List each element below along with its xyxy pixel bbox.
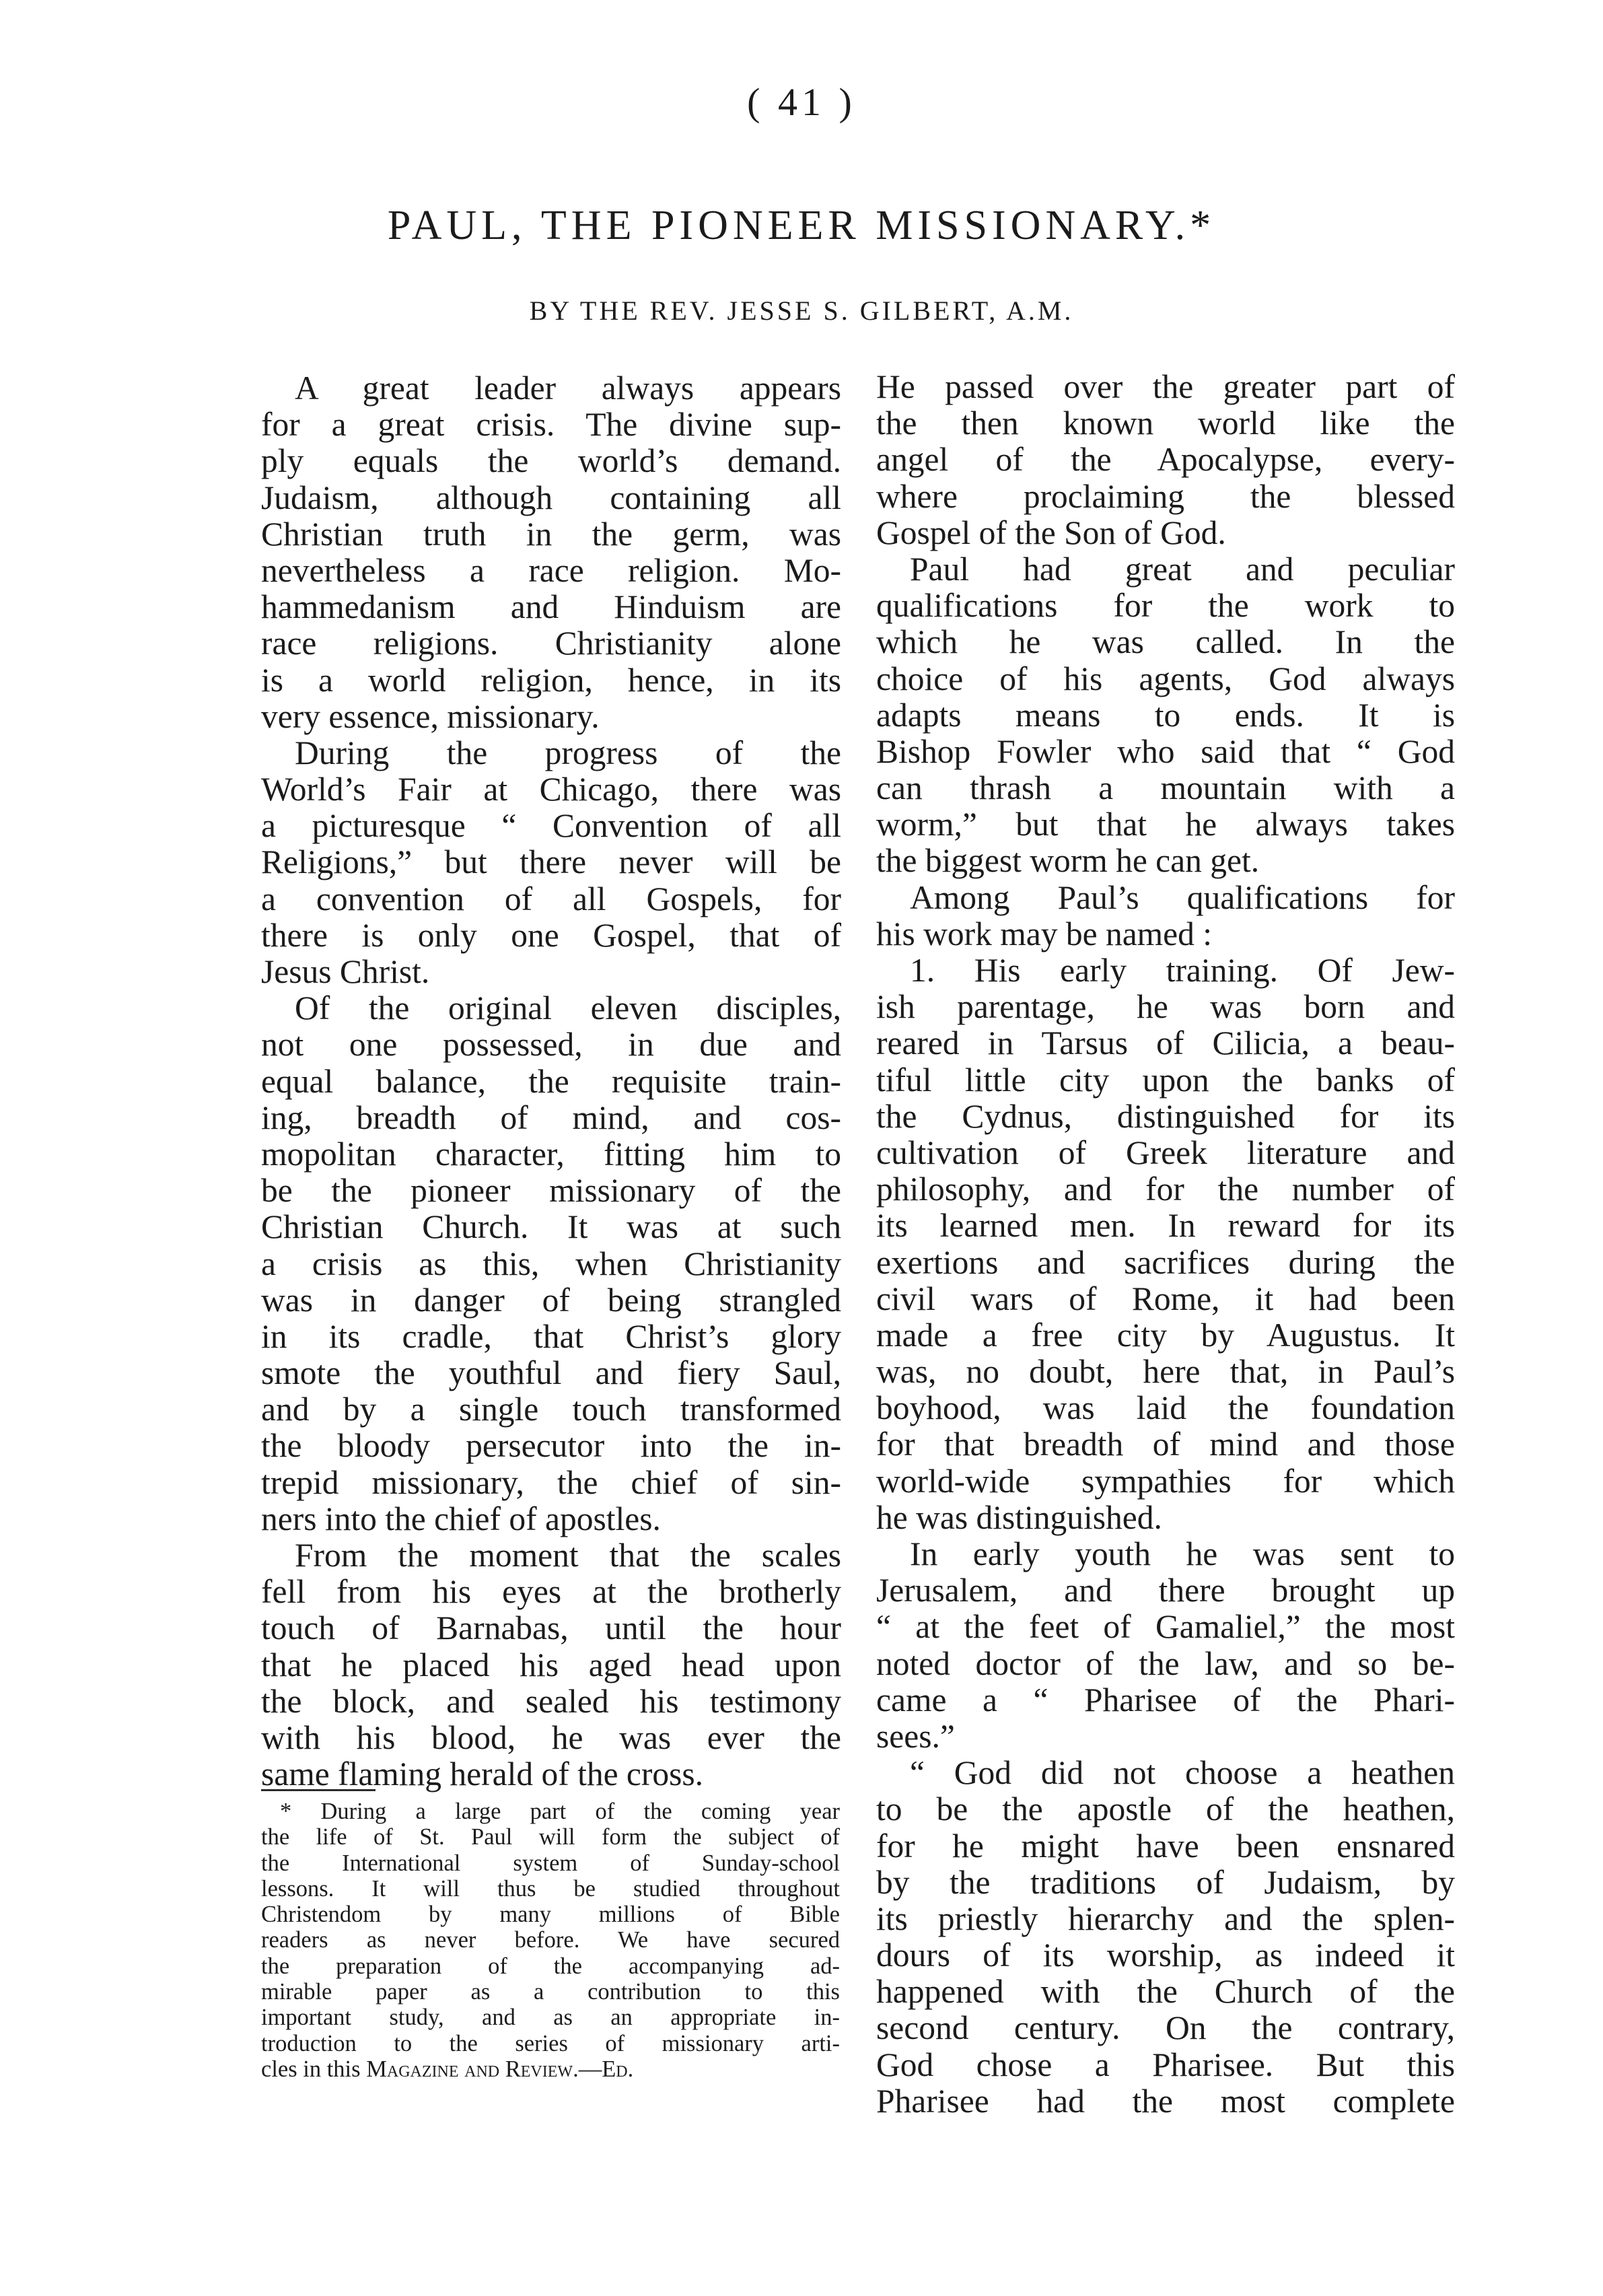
article-title: PAUL, THE PIONEER MISSIONARY.* [387, 203, 1216, 248]
left-column-line: From the moment that the scales [295, 1537, 841, 1574]
right-column-line: ish parentage, he was born and [876, 989, 1455, 1026]
left-column-line: with his blood, he was ever the [261, 1719, 841, 1756]
right-column-line: Bishop Fowler who said that “ God [876, 733, 1455, 770]
right-column-line: philosophy, and for the number of [876, 1171, 1455, 1208]
right-column-line: Jerusalem, and there brought up [876, 1572, 1455, 1609]
right-column-line: he was distinguished. [876, 1499, 1162, 1536]
right-column-line: was, no doubt, here that, in Paul’s [876, 1354, 1455, 1391]
right-column-line: Among Paul’s qualifications for [910, 879, 1455, 916]
right-column-line: Pharisee had the most complete [876, 2083, 1455, 2120]
left-column-line: Christian Church. It was at such [261, 1209, 841, 1246]
left-column-line: the block, and sealed his testimony [261, 1683, 841, 1720]
left-column-line: A great leader always appears [295, 370, 841, 407]
right-column-line: choice of his agents, God always [876, 660, 1455, 697]
right-column-line: for he might have been ensnared [876, 1828, 1455, 1865]
right-column-line: where proclaiming the blessed [876, 478, 1455, 515]
left-column-line: a crisis as this, when Christianity [261, 1245, 841, 1282]
left-column [261, 370, 841, 1793]
left-column-line: same flaming herald of the cross. [261, 1756, 704, 1793]
right-column-line: In early youth he was sent to [910, 1536, 1455, 1572]
left-column-line: Christian truth in the germ, was [261, 516, 841, 553]
right-column-line: qualifications for the work to [876, 588, 1455, 625]
footnote-line: the International system of Sunday-school [261, 1850, 840, 1876]
left-column-line: Of the original eleven disciples, [295, 990, 841, 1027]
right-column-line: came a “ Pharisee of the Phari- [876, 1681, 1455, 1718]
right-column-line: its learned men. In reward for its [876, 1208, 1455, 1245]
right-column-line: Gospel of the Son of God. [876, 514, 1226, 551]
right-column-line: 1. His early training. Of Jew- [910, 952, 1455, 989]
left-column-line: is a world religion, hence, in its [261, 662, 841, 699]
right-column-line: Paul had great and peculiar [910, 551, 1455, 588]
right-column-line: the then known world like the [876, 405, 1455, 442]
left-column-line: and by a single touch transformed [261, 1391, 841, 1428]
left-column-line: Religions,” but there never will be [261, 844, 841, 881]
footnote-line: * During a large part of the coming year [280, 1799, 840, 1824]
footnote-line: the preparation of the accompanying ad- [261, 1953, 840, 1979]
right-column [876, 369, 1455, 2120]
right-column-line: adapts means to ends. It is [876, 697, 1455, 734]
right-column-line: civil wars of Rome, it had been [876, 1280, 1455, 1317]
left-column-line: a convention of all Gospels, for [261, 880, 841, 917]
right-column-line: his work may be named : [876, 915, 1213, 952]
footnote [261, 1799, 840, 2082]
left-column-line: in its cradle, that Christ’s glory [261, 1318, 841, 1355]
left-column-line: smote the youthful and fiery Saul, [261, 1355, 841, 1392]
footnote-divider [261, 1789, 376, 1791]
right-column-line: its priestly hierarchy and the splen- [876, 1900, 1455, 1937]
right-column-line: which he was called. In the [876, 624, 1455, 661]
left-column-line: ply equals the world’s demand. [261, 443, 841, 480]
left-column-line: During the progress of the [295, 734, 841, 771]
right-column-line: exertions and sacrifices during the [876, 1244, 1455, 1281]
left-column-line: ners into the chief of apostles. [261, 1500, 661, 1537]
right-column-line: “ God did not choose a heathen [910, 1755, 1455, 1792]
article-byline: BY THE REV. JESSE S. GILBERT, A.M. [529, 295, 1074, 326]
page-number: ( 41 ) [747, 80, 856, 124]
left-column-line: the bloody persecutor into the in- [261, 1428, 841, 1465]
left-column-line: that he placed his aged head upon [261, 1646, 841, 1683]
left-column-line: ing, breadth of mind, and cos- [261, 1099, 841, 1136]
right-column-line: world-wide sympathies for which [876, 1463, 1455, 1500]
left-column-line: nevertheless a race religion. Mo- [261, 552, 841, 589]
right-column-line: cultivation of Greek literature and [876, 1134, 1455, 1171]
right-column-line: noted doctor of the law, and so be- [876, 1645, 1455, 1682]
left-column-line: Judaism, although containing all [261, 479, 841, 516]
right-column-line: sees.” [876, 1718, 955, 1755]
footnote-line: the life of St. Paul will form the subject of [261, 1824, 840, 1850]
left-column-line: hammedanism and Hinduism are [261, 589, 841, 626]
right-column-line: He passed over the greater part of [876, 369, 1455, 405]
left-column-line: World’s Fair at Chicago, there was [261, 771, 841, 808]
left-column-line: race religions. Christianity alone [261, 625, 841, 662]
left-column-line: fell from his eyes at the brotherly [261, 1574, 841, 1611]
footnote-line: lessons. It will thus be studied throughout [261, 1875, 840, 1902]
left-column-line: was in danger of being strangled [261, 1282, 841, 1319]
right-column-line: can thrash a mountain with a [876, 770, 1455, 807]
left-column-line: Jesus Christ. [261, 954, 430, 990]
left-column-line: equal balance, the requisite train- [261, 1063, 841, 1100]
footnote-line: Christendom by many millions of Bible [261, 1902, 840, 1928]
footnote-line: important study, and as an appropriate in- [261, 2005, 840, 2031]
right-column-line: by the traditions of Judaism, by [876, 1864, 1455, 1901]
right-column-line: happened with the Church of the [876, 1974, 1455, 2011]
left-column-line: for a great crisis. The divine sup- [261, 407, 841, 444]
left-column-line: not one possessed, in due and [261, 1027, 841, 1064]
right-column-line: tiful little city upon the banks of [876, 1062, 1455, 1099]
footnote-line: troduction to the series of missionary arti- [261, 2030, 840, 2056]
right-column-line: made a free city by Augustus. It [876, 1317, 1455, 1354]
footnote-line: cles in this Magazine and Review.—Ed. [261, 2056, 634, 2082]
right-column-line: the Cydnus, distinguished for its [876, 1098, 1455, 1135]
right-column-line: for that breadth of mind and those [876, 1426, 1455, 1463]
right-column-line: God chose a Pharisee. But this [876, 2046, 1455, 2083]
right-column-line: to be the apostle of the heathen, [876, 1791, 1455, 1828]
right-column-line: boyhood, was laid the foundation [876, 1390, 1455, 1427]
right-column-line: “ at the feet of Gamaliel,” the most [876, 1609, 1455, 1646]
right-column-line: worm,” but that he always takes [876, 806, 1455, 843]
right-column-line: reared in Tarsus of Cilicia, a beau- [876, 1025, 1455, 1062]
left-column-line: touch of Barnabas, until the hour [261, 1610, 841, 1647]
right-column-line: second century. On the contrary, [876, 2010, 1455, 2047]
left-column-line: be the pioneer missionary of the [261, 1173, 841, 1210]
footnote-line: readers as never before. We have secured [261, 1927, 840, 1953]
left-column-line: a picturesque “ Convention of all [261, 808, 841, 845]
right-column-line: the biggest worm he can get. [876, 843, 1260, 880]
right-column-line: angel of the Apocalypse, every- [876, 442, 1455, 479]
left-column-line: there is only one Gospel, that of [261, 917, 841, 954]
left-column-line: mopolitan character, fitting him to [261, 1136, 841, 1173]
footnote-line: mirable paper as a contribution to this [261, 1979, 840, 2005]
left-column-line: very essence, missionary. [261, 698, 600, 735]
left-column-line: trepid missionary, the chief of sin- [261, 1464, 841, 1501]
right-column-line: dours of its worship, as indeed it [876, 1937, 1455, 1974]
